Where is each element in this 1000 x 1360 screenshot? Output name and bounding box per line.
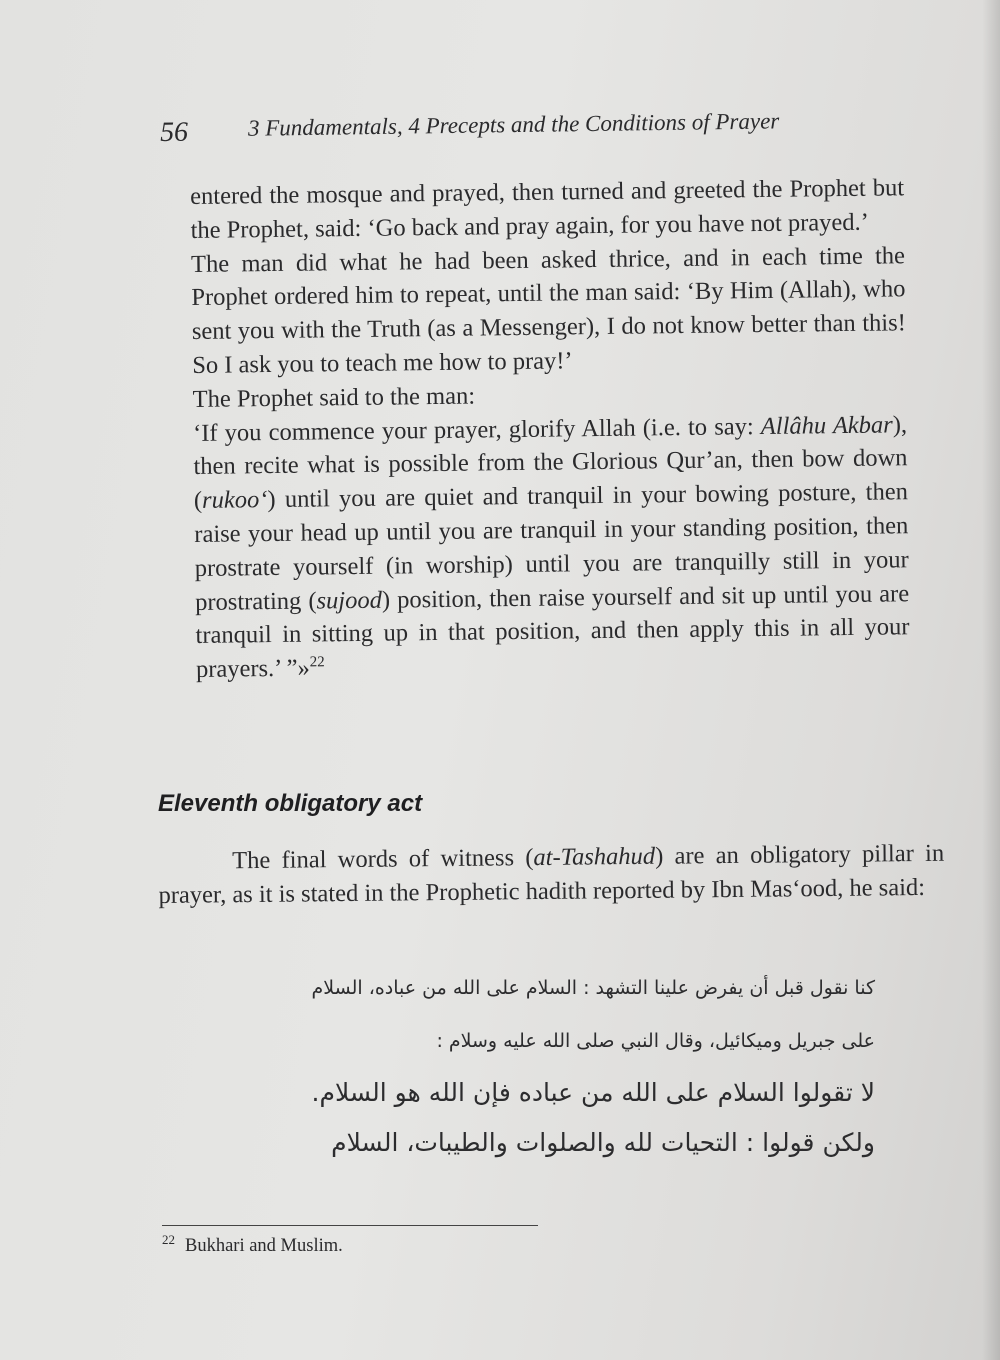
footnote-text: Bukhari and Muslim. xyxy=(185,1236,343,1257)
page-number: 56 xyxy=(159,116,189,149)
paragraph: The man did what he had been asked thrice, and in each time the Prophet ordered him to repeat, until the man said: ‘By Him (Allah), who sent you with the Truth (as a Messenger), I do not know better than this! So I ask you to teach me how to pray!’ xyxy=(190,241,906,379)
footnote-number: 22 xyxy=(162,1232,175,1247)
paragraph: The Prophet said to the man: xyxy=(192,382,476,413)
body-text xyxy=(190,171,910,687)
page-edge-shadow xyxy=(982,0,1000,1360)
arabic-line: على جبريل وميكائيل، وقال النبي صلى الله عليه وسلام : xyxy=(436,1030,875,1052)
arabic-line: لا تقولوا السلام على الله من عباده فإن الله هو السلام. xyxy=(311,1078,875,1107)
running-title: 3 Fundamentals, 4 Precepts and the Conditions of Prayer xyxy=(247,108,780,141)
quote-italic: Allâhu Akbar xyxy=(760,411,893,440)
footnote xyxy=(162,1232,343,1257)
quote-text: ) position, then raise yourself and sit up until you are tranquil in sitting up in that position, and then apply this in all your prayers.’ ”» xyxy=(195,579,910,684)
section-italic: at-Tashahud xyxy=(533,842,656,872)
footnote-reference: 22 xyxy=(309,654,325,671)
quote-italic: rukoo‘ xyxy=(201,486,268,515)
quote-text: ) until you are quiet and tranquil in your bowing posture, then raise your head up until you are tranquil in your standing position, then prostrate yourself (in worship) until you are tranquilly still in your prostrating ( xyxy=(194,478,909,616)
section-heading: Eleventh obligatory act xyxy=(158,790,423,817)
paragraph: entered the mosque and prayed, then turned and greeted the Prophet but the Prophet, said: ‘Go back and pray again, for you have not prayed.’ xyxy=(190,174,905,244)
quote-text: ), then recite what is possible from the Glorious Qur’an, then bow down ( xyxy=(193,410,908,515)
quote-text: ‘If you commence your prayer, glorify Allah (i.e. to say: xyxy=(192,412,761,447)
page-header xyxy=(160,95,881,155)
hadith-quote xyxy=(193,408,910,687)
arabic-line: كنا نقول قبل أن يفرض علينا التشهد : السلام على الله من عباده، السلام xyxy=(311,977,875,999)
section-body xyxy=(158,837,945,913)
section-paragraph xyxy=(158,837,945,913)
arabic-line: ولكن قولوا : التحيات لله والصلوات والطيبات، السلام xyxy=(331,1128,875,1157)
section-text: ) are an obligatory pillar in prayer, as it is stated in the Prophetic hadith reported by Ibn Mas‘ood, he said: xyxy=(158,839,945,909)
quote-italic: sujood xyxy=(316,586,383,615)
section-text: The final words of witness ( xyxy=(232,844,534,875)
footnote-divider xyxy=(162,1225,538,1226)
